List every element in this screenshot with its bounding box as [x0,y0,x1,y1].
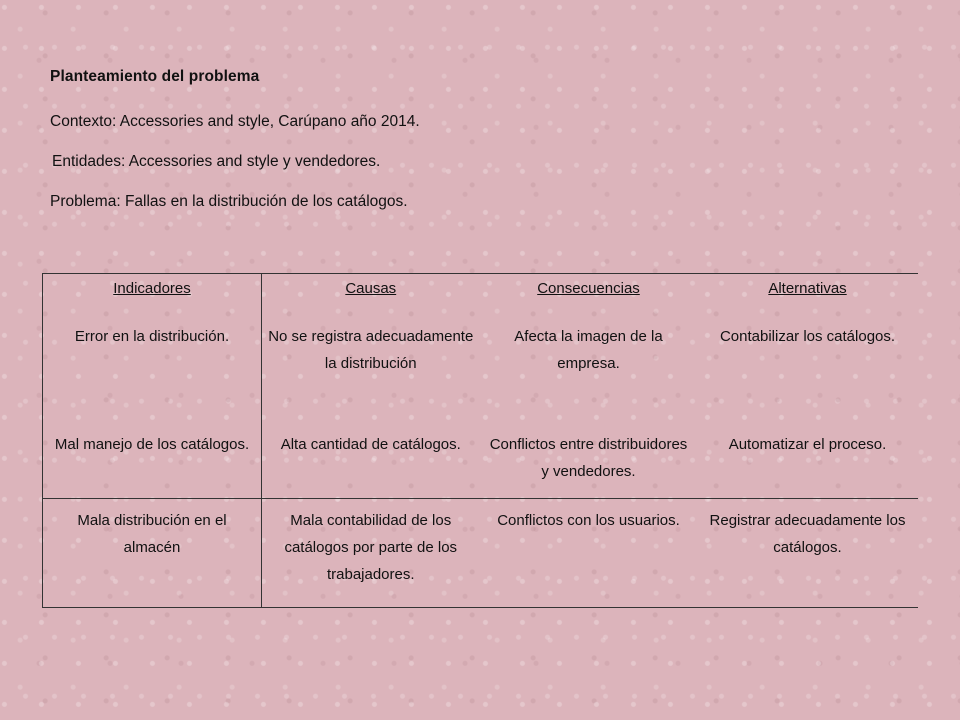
table-row [43,499,918,608]
table-cell: Afecta la imagen de la empresa. [514,328,663,372]
table-header-row [43,274,918,324]
table-cell: Mal manejo de los catálogos. [43,431,262,499]
context-line: Contexto: Accessories and style, Carúpano año 2014. [50,113,420,130]
table-row [43,431,918,499]
problem-table [42,273,918,608]
page-title: Planteamiento del problema [50,68,260,85]
table-cell: Registrar adecuadamente los catálogos. [709,512,906,556]
table-cell: Error en la distribución. [43,323,262,431]
table-cell: Contabilizar los catálogos. [719,328,896,345]
problem-line: Problema: Fallas en la distribución de los catálogos. [50,193,408,210]
table-cell: Conflictos entre distribuidores y vendedores. [480,431,698,499]
table-cell: Automatizar el proceso. [698,431,918,499]
header-consecuencias: Consecuencias [537,280,640,297]
table-cell: Conflictos con los usuarios. [497,512,680,529]
table-row [43,323,918,431]
table-cell: No se registra adecuadamente la distribución [268,328,474,372]
header-indicadores: Indicadores [43,274,262,324]
table-cell: Mala distribución en el almacén [43,499,262,608]
table-cell: Mala contabilidad de los catálogos por parte de los trabajadores. [284,512,458,583]
entities-line: Entidades: Accessories and style y vendedores. [52,153,381,170]
header-alternativas: Alternativas [768,280,847,297]
table-cell: Alta cantidad de catálogos. [262,431,480,499]
header-causas: Causas [345,280,397,297]
